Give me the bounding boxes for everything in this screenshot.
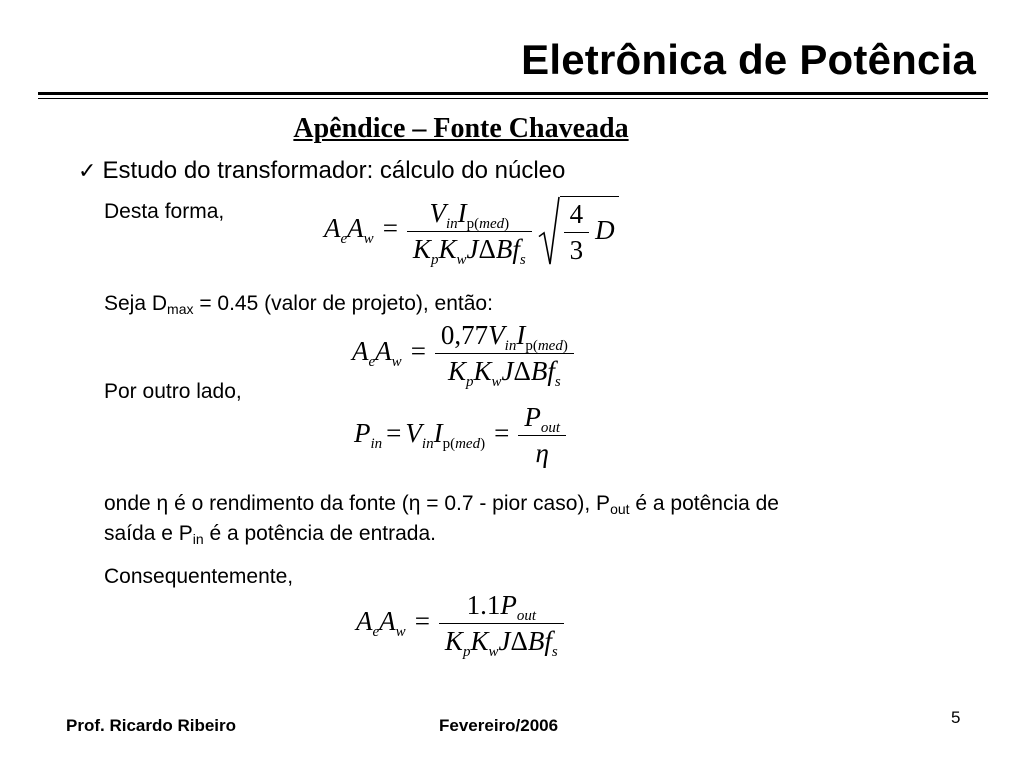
equation-core-area-077: $A_eA_w$ = $\frac{0,77V_{in}I_{p(med)}}{K_pK_wJ\Delta Bf_s}$ [352, 320, 574, 387]
text-saida-entrada: saída e $P_{in}$ é a potência de entrada. [104, 522, 436, 547]
text-desta-forma: Desta forma, [104, 200, 225, 223]
radical-icon [538, 196, 560, 266]
page-number: 5 [951, 708, 961, 727]
footer-date: Fevereiro/2006 [439, 716, 559, 735]
bullet-item [78, 157, 565, 185]
equation-core-area-sqrt: $A_eA_w$ = $\frac{V_{in}I_{p(med)}}{K_pK_wJ\Delta Bf_s}$ $\frac{4}{3}$ D [324, 196, 619, 266]
slide-header-title: Eletrônica de Potência [521, 36, 976, 83]
text-consequentemente: Consequentemente, [104, 565, 294, 588]
text-por-outro-lado: Por outro lado, [104, 380, 242, 403]
header-divider-thin [38, 98, 988, 99]
equation-core-area-pout: $A_eA_w$ = $\frac{1.1P_{out}}{K_pK_wJ\Delta Bf_s}$ [356, 590, 564, 657]
text-onde-eta: onde η é o rendimento da fonte (η = 0.7 - pior caso), $P_{out}$ é a potência de [104, 492, 779, 517]
section-title: Apêndice – Fonte Chaveada [293, 113, 629, 144]
bullet-text: Estudo do transformador: cálculo do núcleo [102, 157, 566, 184]
equation-input-power: $P_{in} = V_{in}I_{p(med)}$ = $\frac{P_{out}}{\eta}$ [354, 402, 566, 469]
check-icon: ✓ [78, 159, 97, 184]
text-seja-dmax: Seja $D_{max} = 0.45$ (valor de projeto), então: [104, 292, 493, 317]
header-divider-thick [38, 92, 988, 95]
footer-author: Prof. Ricardo Ribeiro [66, 716, 237, 735]
